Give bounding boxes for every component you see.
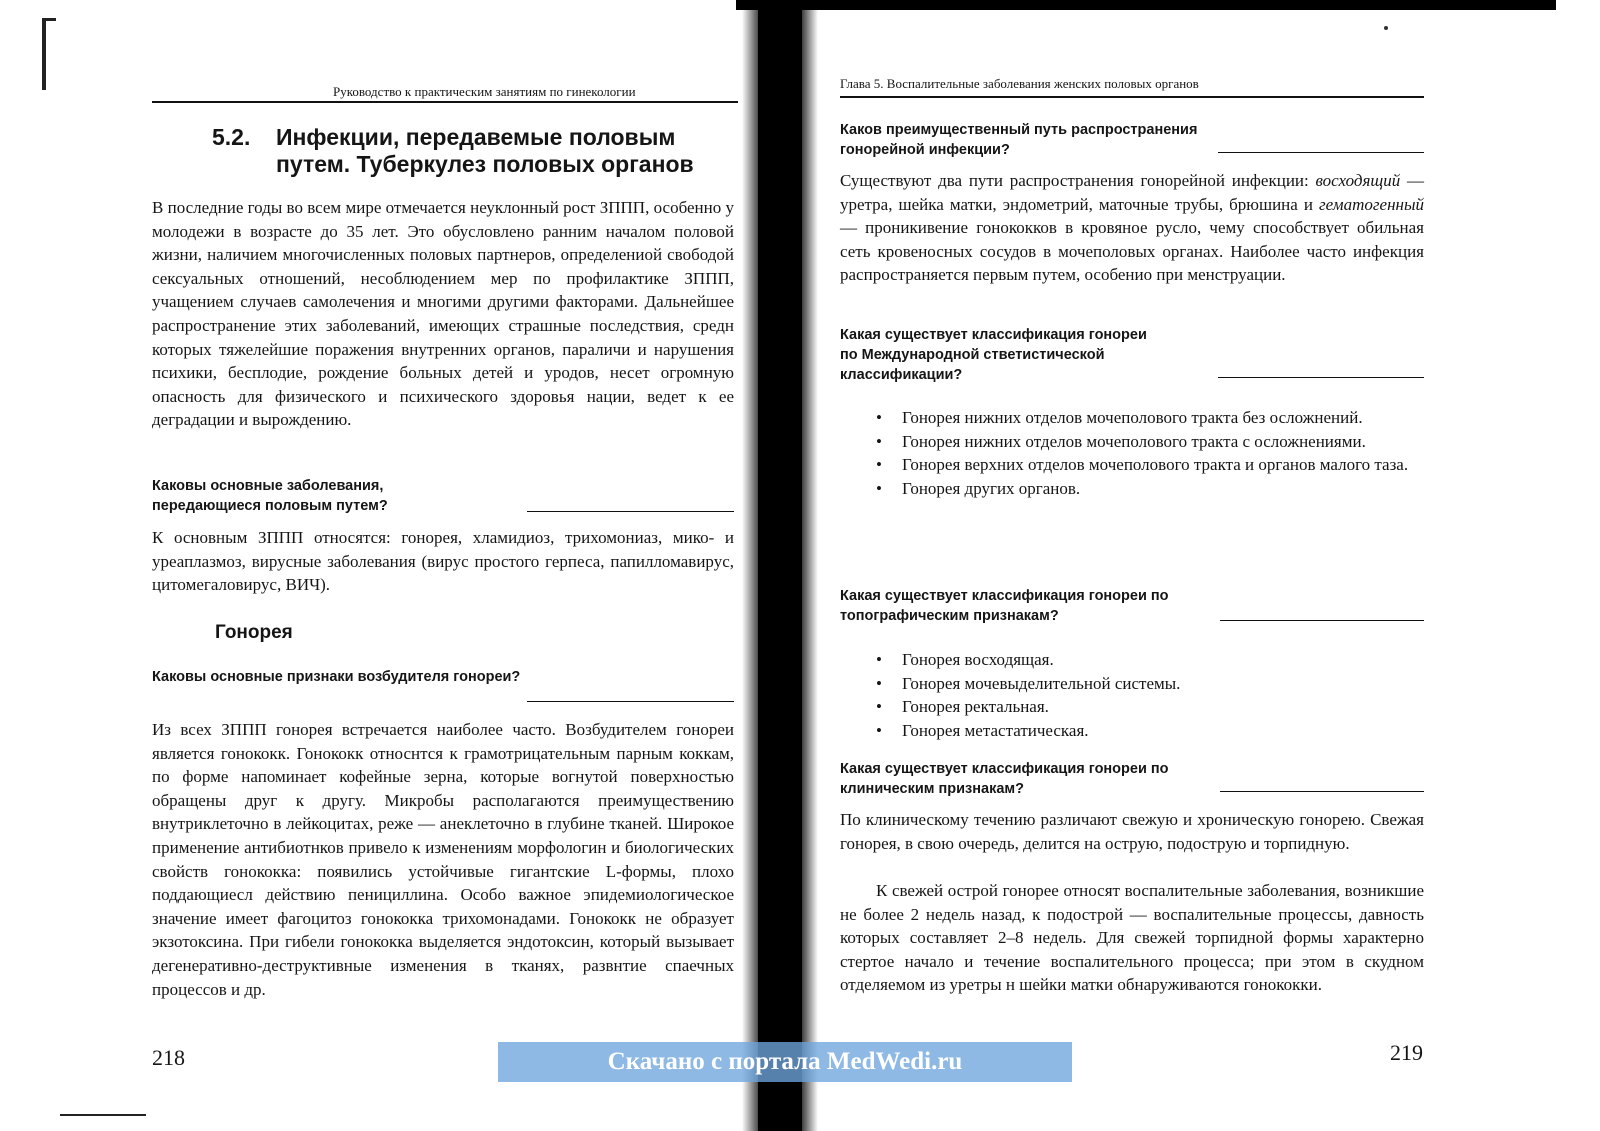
question-rule (527, 701, 734, 702)
list-item (876, 648, 1424, 672)
bullet-icon: • (876, 478, 882, 498)
bullet-icon: • (876, 697, 882, 717)
list-item (876, 406, 1424, 430)
question-heading: Каковы основные признаки возбудителя гонореи? (152, 669, 521, 685)
bullet-icon: • (876, 431, 882, 451)
list-item-text: Гонорея метастатическая. (902, 720, 1089, 740)
list-item (876, 719, 1424, 743)
list-item-text: Гонорея восходящая. (902, 650, 1054, 669)
answer-paragraph: К свежей острой гонорее относят воспалительные заболевания, возникшие не более 2 недель назад, к подострой — воспалительные процессы, давность которых составляет 2–8 недель. Для свежей торпидной формы характерно стертое начало и течение воспалительного процесса; при этом в скудном отделяемом из уретры н шейки матки обнаруживаются гонококки. (840, 881, 1424, 995)
bullet-icon: • (876, 673, 882, 693)
answer-paragraph: Из всех ЗППП гонорея встречается наиболее часто. Возбудителем гонореи является гонококк. Гонококк относнтся к грамотрицательным парным коккам, по форме напоминает кофейные зерна, которые вогнутой поверхностью обращены друг к другу. Микробы располагаются преимуществению внутриклеточно в лейкоцитах, реже — анеклеточно в глубине тканей. Широкое применение антибиотнков привело к изменениям морфологин и биологических свойств гонококка: появились устойчивые гигантские L-формы, плохо поддающиесл действию пенициллина. Особо важное эпидемиологическое значение имеет фагоцитоз гонококка трихомонадами. Гонококк не образует экзотоксина. При гибели гонококка выделяется эндотоксин, который вызывает дегенеративно-деструктивные изменения в тканях, развнтие спаечных процессов и др. (152, 720, 734, 999)
list-item (876, 695, 1424, 719)
list-item (876, 672, 1424, 696)
question-heading: Какая существует классификация гонореи по клиническим признакам? (840, 761, 1169, 797)
list-item-text: Гонорея других органов. (902, 478, 1081, 498)
answer-text: Существуют два пути распространения гонорейной инфекции: (840, 171, 1316, 190)
classification-list (876, 406, 1424, 500)
question-heading: Какая существует классификация гонореи по Международной стветистической классификации? (840, 327, 1147, 383)
question-rule (1218, 152, 1424, 153)
left-running-head: Руководство к практическим занятиям по гинекологии (333, 84, 636, 99)
list-item-text: Гонорея верхних отделов мочеполового тракта и органов малого таза. (902, 455, 1409, 475)
right-head-rule (840, 96, 1424, 98)
list-item (876, 430, 1424, 454)
watermark-banner: Скачано с портала MedWedi.ru (498, 1042, 1072, 1082)
answer-emphasis: восходящий (1315, 171, 1401, 190)
question-heading: Каков преимущественный путь распространения гонорейной инфекции? (840, 122, 1198, 158)
bullet-icon: • (876, 650, 882, 669)
bullet-icon: • (876, 720, 882, 740)
intro-paragraph: В последние годы во всем мире отмечается неуклонный рост ЗППП, особенно у молодежи в возрасте до 35 лет. Это обусловлено ранним началом половой жизни, наличием многочисленных половых партнеров, определениой свободой сексуальных отношений, несоблюдением мер по профилактике ЗППП, учащением случаев самолечения и многими другими факторами. Дальнейшее распространение этих заболеваний, имеющих страшные последствия, средн которых тяжелейшие поражения внутренних органов, параличи и нарушения психики, бесплодие, рождение больных детей и уродов, несет огромную опасность для физического и психического здоровья нации, ведет к ее деградации и вырождению. (152, 198, 734, 430)
list-item-text: Гонорея нижних отделов мочеполового тракта без осложнений. (902, 408, 1363, 427)
bullet-icon: • (876, 455, 882, 475)
question-rule (1220, 791, 1424, 792)
question-rule (1218, 377, 1424, 378)
list-item (876, 453, 1424, 477)
section-title: Инфекции, передавемые половым путем. Туберкулез половых органов (276, 124, 694, 177)
left-head-rule (152, 101, 738, 103)
answer-emphasis: гематогенный (1319, 194, 1424, 214)
list-item-text: Гонорея мочевыделительной системы. (902, 673, 1181, 693)
answer-paragraph: К основным ЗППП относятся: гонорея, хламидиоз, трихомониаз, мико- и уреаплазмоз, вирусные заболевания (вирус простого герпеса, папилломавирус, цитомегаловирус, ВИЧ). (152, 528, 734, 595)
right-running-head: Глава 5. Воспалительные заболевания женских половых органов (840, 76, 1199, 91)
list-item-text: Гонорея нижних отделов мочеполового тракта с осложнениями. (902, 431, 1366, 451)
list-item (876, 477, 1424, 501)
answer-text: — уретра, шейка матки, эндометрий, маточные трубы, брюшина и (840, 171, 1425, 214)
list-item-text: Гонорея ректальная. (902, 697, 1049, 717)
question-rule (1220, 620, 1424, 621)
bullet-icon: • (876, 408, 882, 427)
question-heading: Каковы основные заболевания, передающиеся половым путем? (152, 478, 388, 514)
right-page (800, 0, 1600, 1131)
page-number: 219 (1390, 1040, 1423, 1065)
page-number: 218 (152, 1045, 185, 1070)
classification-list (876, 648, 1424, 742)
answer-paragraph (840, 169, 1424, 287)
subsection-heading: Гонорея (215, 622, 293, 643)
section-number: 5.2. (212, 124, 251, 150)
answer-paragraph: По клиническому течению различают свежую и хроническую гонорею. Свежая гонорея, в свою очередь, делится на острую, подострую и торпидную. (840, 810, 1424, 853)
question-heading: Какая существует классификация гонореи по топографическим признакам? (840, 588, 1169, 624)
answer-text: — проникивение гонококков в кровяное русло, чему способствует обильная сеть кровеносных сосудов в мочеполовых органах. Наиболее часто инфекция распространяется первым путем, особенио при менструации. (840, 218, 1424, 285)
question-rule (527, 511, 734, 512)
